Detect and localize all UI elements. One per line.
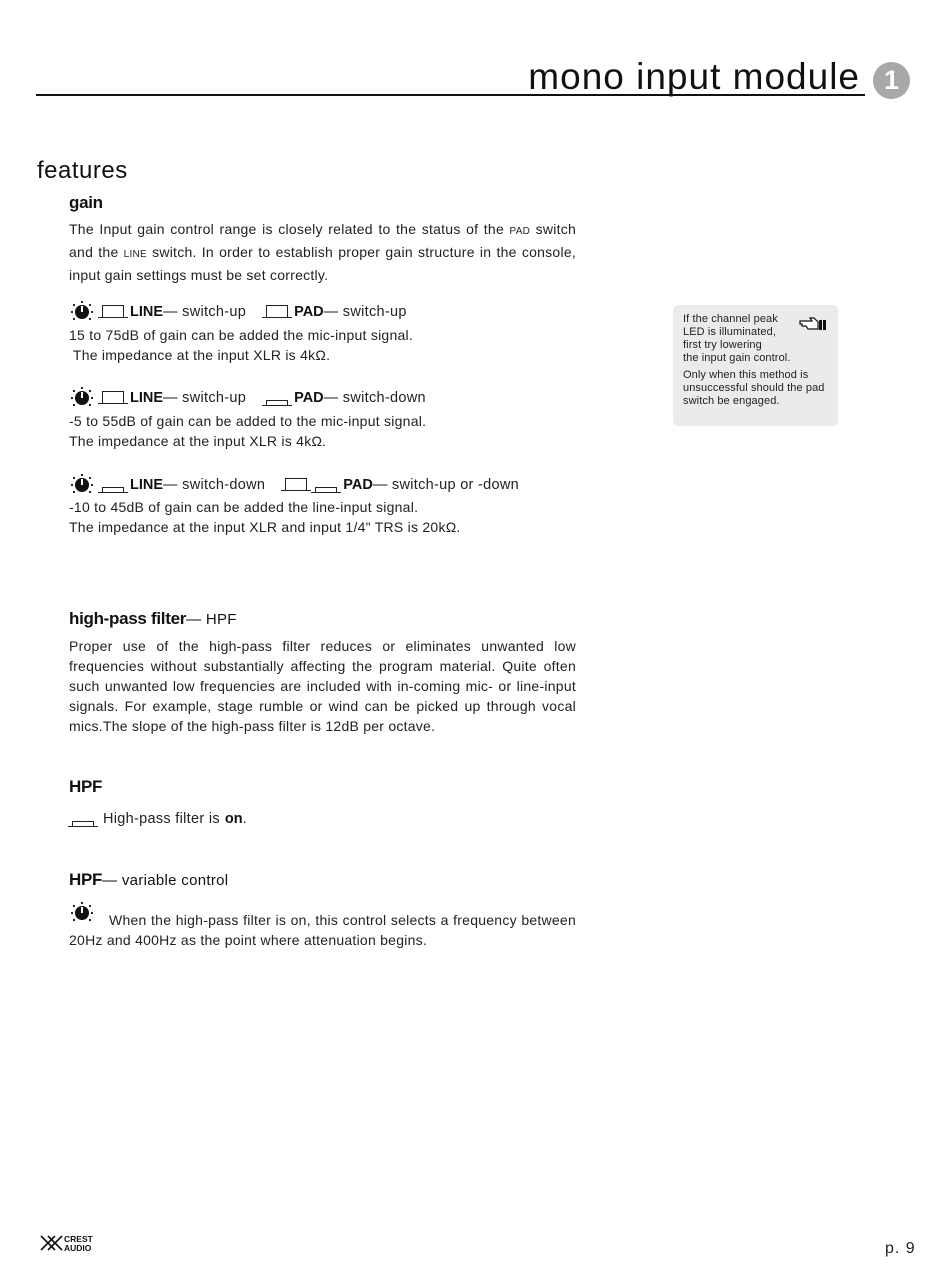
chapter-number-badge: 1 bbox=[873, 62, 910, 99]
section-title: features bbox=[37, 157, 128, 184]
note-line: switch be engaged. bbox=[683, 395, 780, 407]
note-line: unsuccessful should the pad bbox=[683, 382, 825, 394]
crest-audio-logo bbox=[40, 1233, 112, 1253]
switch-down-icon bbox=[315, 487, 337, 492]
gain-config-row bbox=[70, 474, 531, 496]
pad-label: PAD bbox=[294, 390, 324, 406]
svg-text:CREST: CREST bbox=[64, 1234, 93, 1244]
switch-down-icon bbox=[266, 400, 288, 405]
gain-heading: gain bbox=[69, 193, 103, 212]
note-line: LED is illuminated, bbox=[683, 326, 776, 338]
gain-config-impedance: The impedance at the input XLR is 4kΩ. bbox=[69, 433, 327, 449]
svg-text:AUDIO: AUDIO bbox=[64, 1243, 92, 1253]
switch-up-icon bbox=[285, 478, 307, 490]
pad-state: — switch-up or -down bbox=[372, 477, 520, 493]
line-state: — switch-up bbox=[163, 304, 247, 320]
gain-config-desc: -10 to 45dB of gain can be added the line-input signal. bbox=[69, 499, 419, 515]
knob-icon bbox=[70, 301, 94, 323]
hpf-section-heading: high-pass filter— HPF bbox=[69, 609, 237, 628]
switch-up-icon bbox=[102, 391, 124, 403]
switch-up-icon bbox=[102, 305, 124, 317]
knob-icon bbox=[70, 387, 94, 409]
pad-state: — switch-up bbox=[323, 304, 407, 320]
page-number: p. 9 bbox=[885, 1240, 916, 1257]
gain-config-desc: -5 to 55dB of gain can be added to the mic-input signal. bbox=[69, 413, 427, 429]
gain-config-desc: 15 to 75dB of gain can be added the mic-input signal. bbox=[69, 327, 414, 343]
note-line: first try lowering bbox=[683, 339, 762, 351]
gain-config-impedance: The impedance at the input XLR and input 1/4" TRS is 20kΩ. bbox=[69, 519, 461, 535]
hpf-section-body: Proper use of the high-pass filter reduces or eliminates unwanted low frequencies without substantially affecting the program material. Quite often such unwanted low frequencies are included with in-coming mic- or line-input signals. For example, stage rumble or wind can be picked up through vocal mics.The slope of the high-pass filter is 12dB per octave. bbox=[69, 638, 576, 734]
pad-state: — switch-down bbox=[323, 390, 426, 406]
gain-config-row bbox=[70, 301, 419, 323]
gain-intro: The Input gain control range is closely related to the status of the PAD switch and the LINE switch. In order to establish proper gain structure in the console, input gain settings must be set correctly. bbox=[69, 221, 577, 283]
hpf-control-body: When the high-pass filter is on, this control selects a frequency between 20Hz and 400Hz as the point where attenuation begins. bbox=[69, 912, 576, 948]
pad-label: PAD bbox=[294, 304, 324, 320]
hpf-control-heading: HPF— variable control bbox=[69, 870, 229, 889]
page-header-title: mono input module bbox=[528, 56, 860, 97]
line-label: LINE bbox=[130, 304, 164, 320]
sidebar-note bbox=[673, 305, 838, 426]
hpf-switch-row bbox=[64, 808, 247, 830]
pad-label: PAD bbox=[343, 477, 373, 493]
hpf-switch-heading: HPF bbox=[69, 777, 103, 796]
hpf-period: . bbox=[242, 811, 247, 827]
switch-down-icon bbox=[102, 487, 124, 492]
note-line: If the channel peak bbox=[683, 313, 778, 325]
line-label: LINE bbox=[130, 477, 164, 493]
line-label: LINE bbox=[130, 390, 164, 406]
gain-config-row bbox=[70, 387, 438, 409]
line-state: — switch-up bbox=[163, 390, 247, 406]
note-line: the input gain control. bbox=[683, 352, 791, 364]
hpf-switch-text: High-pass filter is bbox=[103, 811, 220, 827]
knob-icon bbox=[70, 474, 94, 496]
header-rule bbox=[36, 94, 865, 96]
switch-down-icon bbox=[72, 821, 94, 826]
gain-config-impedance: The impedance at the input XLR is 4kΩ. bbox=[69, 347, 331, 363]
switch-up-icon bbox=[266, 305, 288, 317]
line-state: — switch-down bbox=[163, 477, 266, 493]
hpf-on-label: on bbox=[224, 811, 243, 827]
note-line: Only when this method is bbox=[683, 369, 809, 381]
